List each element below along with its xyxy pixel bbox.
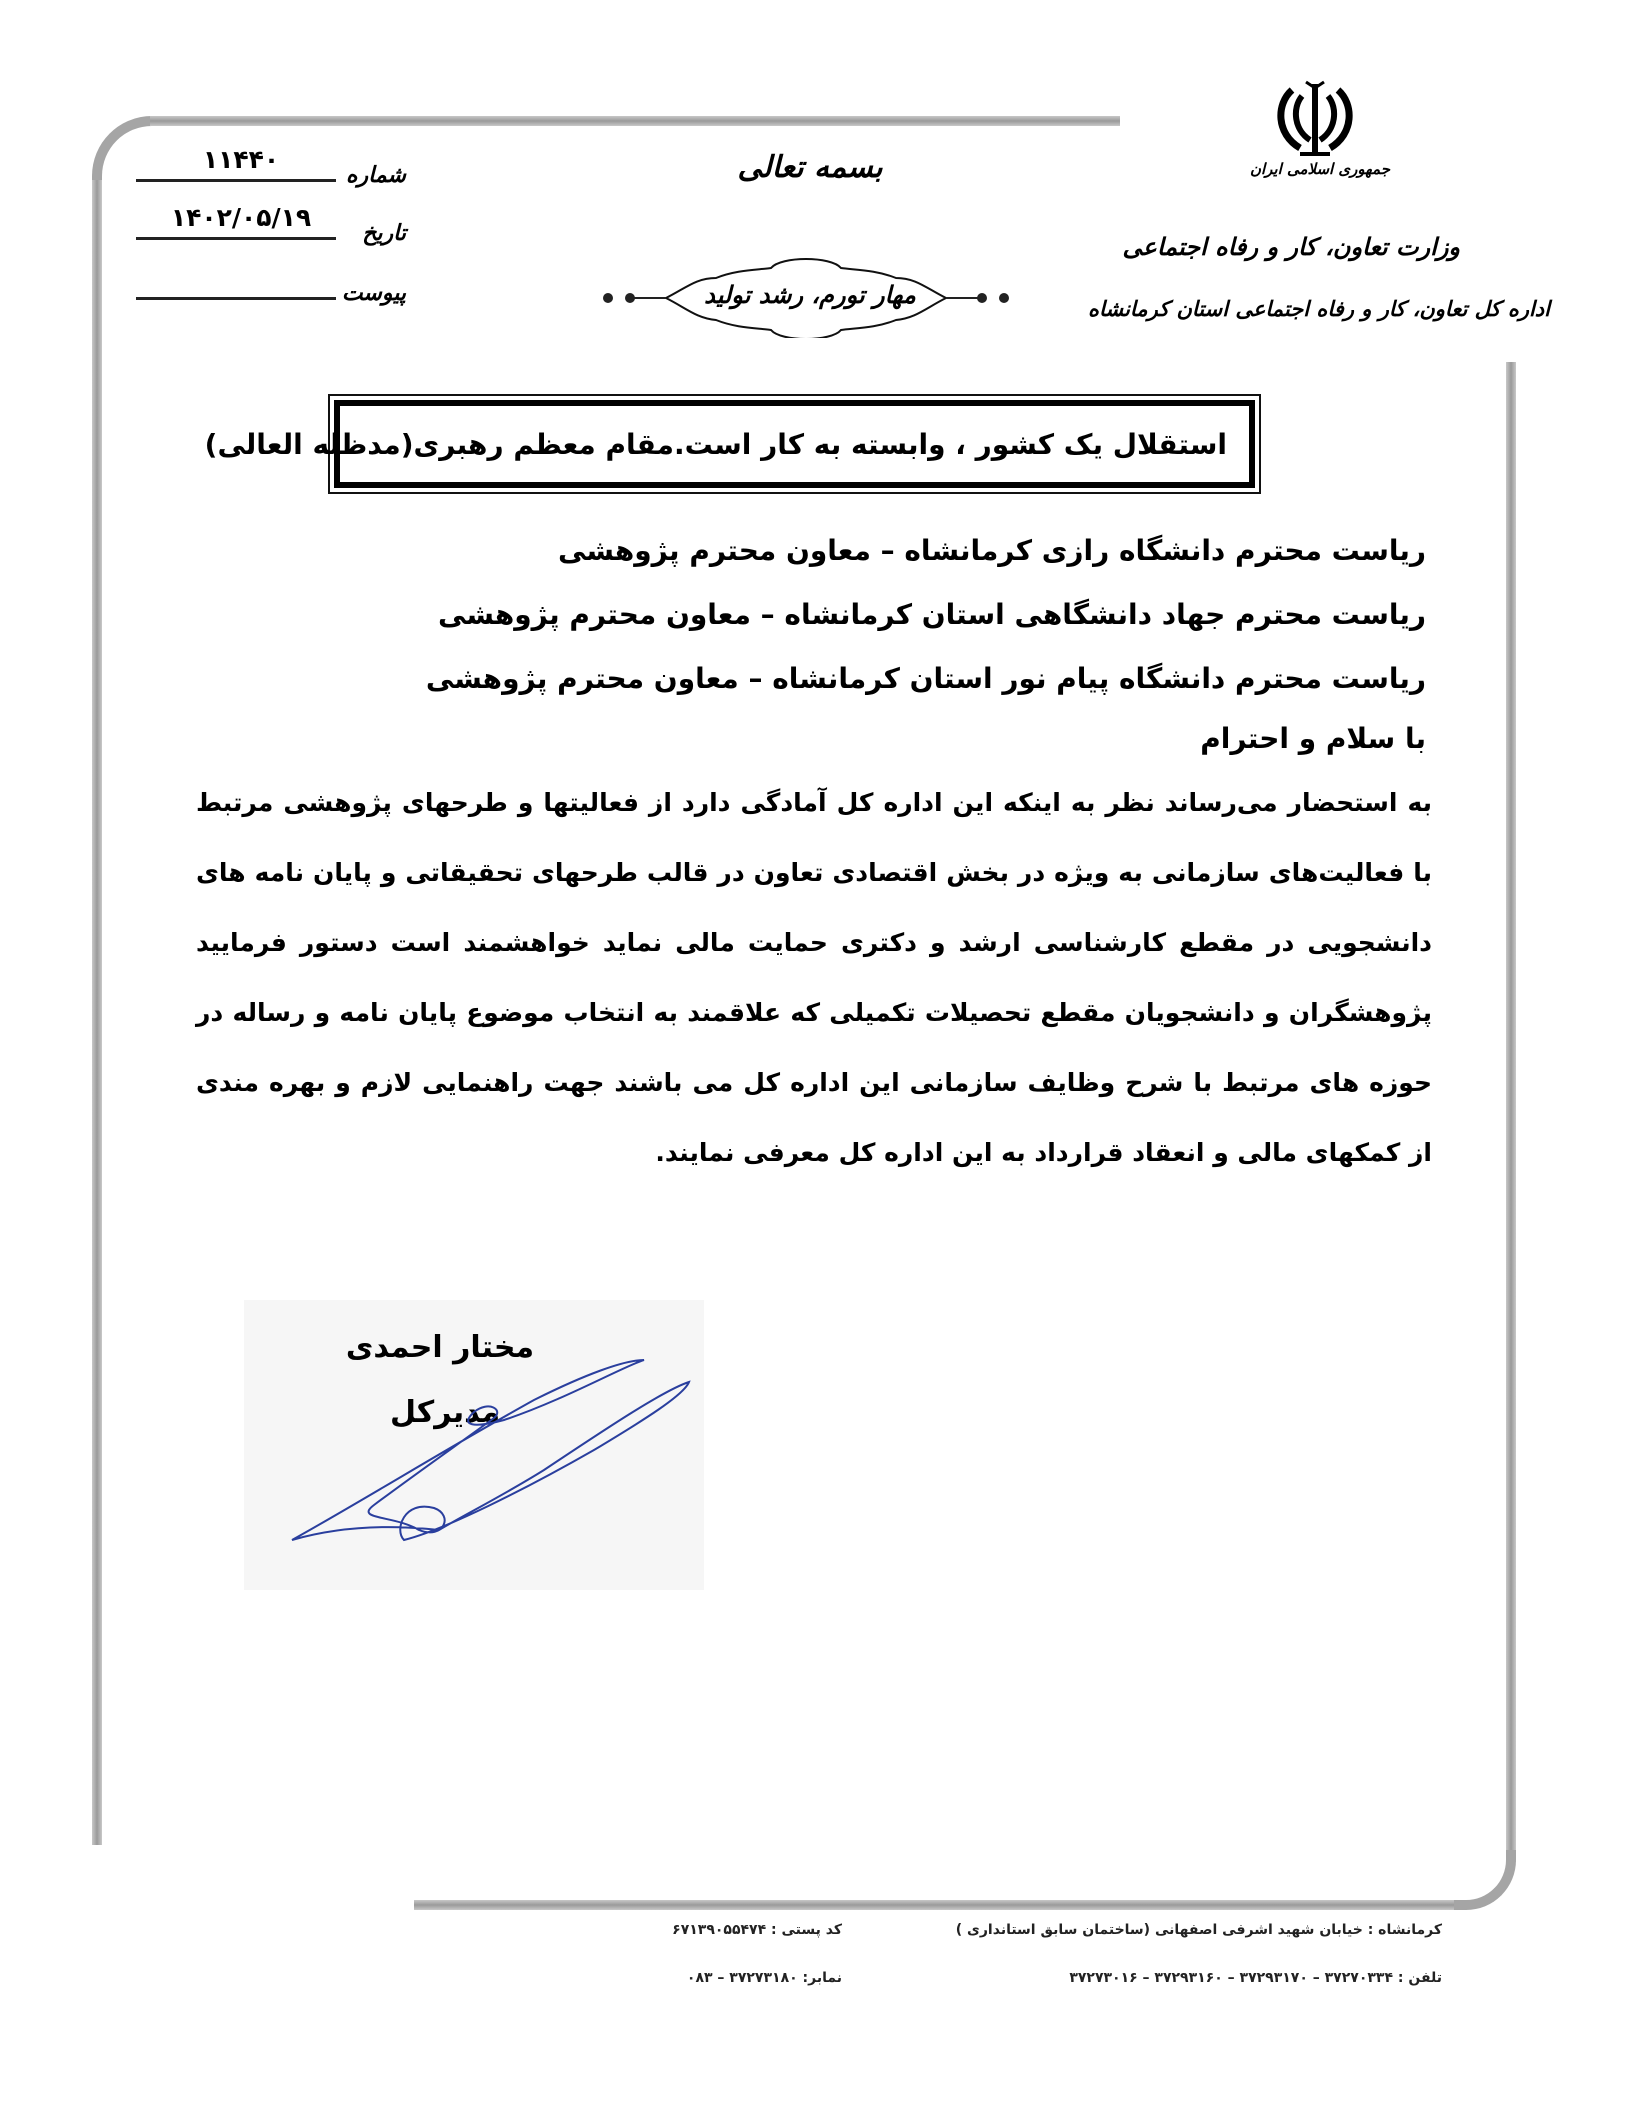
frame-corner-bottom-right [1446,1850,1516,1910]
ministry-name: وزارت تعاون، کار و رفاه اجتماعی [1122,232,1460,261]
leader-quote-box [204,394,1261,494]
iran-emblem-icon [1270,72,1360,162]
letter-number-value: ۱۱۴۴۰ [202,145,280,174]
footer-address: کرمانشاه : خیابان شهید اشرفی اصفهانی (ساختمان سابق استانداری ) [955,1922,1442,1938]
letter-body: به استحضار می‌رساند نظر به اینکه این اداره کل آمادگی دارد از فعالیتها و طرحهای پژوهشی مرتبط با فعالیت‌های سازمانی به ویژه در بخش اقتصادی تعاون در قالب طرحهای تحقیقاتی و پایان نامه های دانشجویی در مقطع کارشناسی ارشد و دکتری حمایت مالی نماید خواهشمند است دستور فرمایید پژوهشگران و دانشجویان مقطع تحصیلات تکمیلی که علاقمند به انتخاب موضوع پایان نامه و رساله در حوزه های مرتبط با شرح وظایف سازمانی این اداره کل می باشند جهت راهنمایی لازم و بهره مندی از کمکهای مالی و انعقاد قرارداد به این اداره کل معرفی نمایند. [196,788,1432,1167]
letter-date-label: تاریخ [362,220,406,246]
letter-number-field [136,138,406,188]
footer-postal-code: کد پستی : ۶۷۱۳۹۰۵۵۴۷۴ [672,1922,842,1938]
frame-left-line [92,180,102,1845]
addressee-line: ریاست محترم جهاد دانشگاهی استان کرمانشاه – معاون محترم پژوهشی [438,598,1426,631]
addressee-line: ریاست محترم دانشگاه پیام نور استان کرمانشاه – معاون محترم پژوهشی [425,662,1426,695]
attachment-field [136,256,406,306]
motto-text: مهار تورم، رشد تولید [704,280,916,309]
signatory-title: مدیرکل [389,1395,501,1430]
quote-attribution: مقام معظم رهبری(مدظله العالی) [204,427,674,461]
signatory-name: مختار احمدی [345,1330,535,1365]
letter-date-value: ۱۴۰۲/۰۵/۱۹ [170,203,312,232]
frame-top-line [150,116,1120,126]
field-underline [136,237,336,240]
handwritten-signature-icon [244,1300,704,1590]
emblem-caption: جمهوری اسلامی ایران [1249,160,1390,178]
frame-right-line [1506,362,1516,1862]
bismillah-heading: بسمه تعالی [737,150,883,185]
letter-date-field [136,196,406,246]
field-underline [136,179,336,182]
attachment-label: پیوست [341,280,406,306]
quote-text: استقلال یک کشور ، وابسته به کار است. [673,427,1227,461]
footer-fax: نمابر: ۳۷۲۷۳۱۸۰ – ۰۸۳ [686,1970,842,1986]
footer-phones: تلفن : ۳۷۲۷۰۳۳۴ – ۳۷۲۹۳۱۷۰ – ۳۷۲۹۳۱۶۰ – ۳۷۲۷۳۰۱۶ [1069,1970,1442,1986]
field-underline [136,297,336,300]
addressee-line: ریاست محترم دانشگاه رازی کرمانشاه – معاون محترم پژوهشی [558,534,1426,567]
greeting: با سلام و احترام [1200,722,1426,755]
letter-number-label: شماره [345,162,406,188]
frame-bottom-line [414,1900,1454,1910]
office-name: اداره کل تعاون، کار و رفاه اجتماعی استان کرمانشاه [1087,296,1550,321]
